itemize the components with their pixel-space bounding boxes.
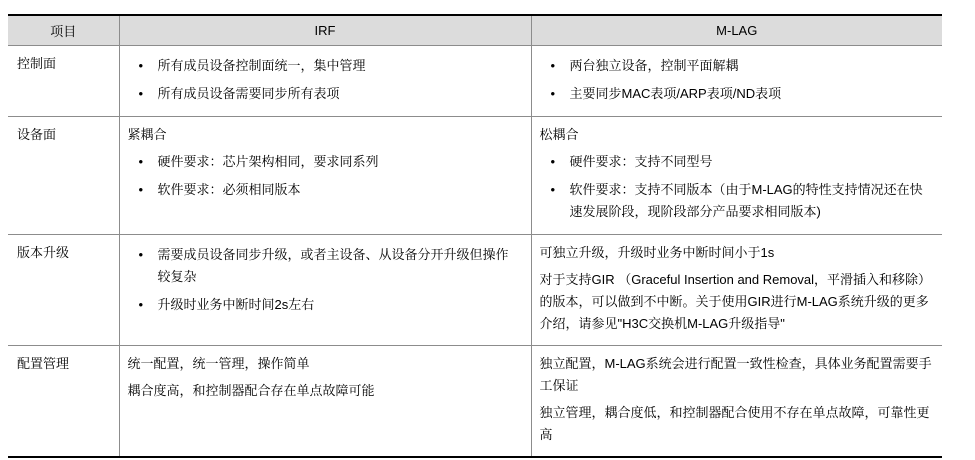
bullet-list — [540, 55, 933, 105]
header-cell-mlag: M-LAG — [531, 15, 942, 45]
bullet-icon: • — [138, 296, 144, 312]
bullet-icon: • — [138, 57, 144, 73]
paragraph: 独立配置，M-LAG系统会进行配置一致性检查，具体业务配置需要手工保证 — [539, 355, 932, 393]
paragraph: 耦合度高，和控制器配合存在单点故障可能 — [127, 382, 375, 398]
bullet-text: 软件要求：必须相同版本 — [157, 181, 301, 197]
bullet-item — [128, 179, 521, 201]
paragraph: 独立管理，耦合度低，和控制器配合使用不存在单点故障，可靠性更高 — [539, 404, 930, 442]
bullet-list — [540, 151, 933, 223]
irf-cell — [119, 45, 531, 116]
paragraph: 统一配置，统一管理，操作简单 — [127, 355, 310, 371]
bullet-item — [540, 55, 933, 77]
table-head — [8, 15, 942, 45]
paragraph: 紧耦合 — [127, 126, 167, 142]
bullet-list — [128, 244, 521, 316]
irf-cell — [119, 345, 531, 457]
bullet-icon: • — [550, 153, 556, 169]
irf-cell — [119, 116, 531, 234]
row-item-cell: 版本升级 — [8, 234, 119, 345]
bullet-text: 升级时业务中断时间2s左右 — [157, 296, 315, 312]
paragraph: 松耦合 — [539, 126, 579, 142]
row-item-cell: 控制面 — [17, 55, 57, 71]
irf-cell — [119, 234, 531, 345]
bullet-icon: • — [550, 85, 556, 101]
mlag-cell — [531, 116, 942, 234]
bullet-icon: • — [138, 246, 144, 262]
bullet-item — [128, 83, 521, 105]
bullet-item — [128, 151, 521, 173]
paragraph: 可独立升级，升级时业务中断时间小于1s — [539, 244, 775, 260]
mlag-cell — [531, 45, 942, 116]
bullet-icon: • — [550, 181, 556, 197]
bullet-item — [128, 55, 521, 77]
bullet-text: 需要成员设备同步升级，或者主设备、从设备分开升级但操作较复杂 — [157, 246, 509, 284]
row-item-cell: 配置管理 — [8, 345, 119, 457]
bullet-text: 所有成员设备需要同步所有表项 — [157, 85, 340, 101]
bullet-item — [540, 151, 933, 173]
bullet-list — [128, 55, 521, 105]
comparison-table-container — [8, 14, 942, 458]
table-row — [8, 234, 942, 345]
table-row — [8, 345, 942, 457]
bullet-icon: • — [138, 153, 144, 169]
table-body — [8, 45, 942, 457]
bullet-icon: • — [138, 85, 144, 101]
bullet-list — [128, 151, 521, 201]
bullet-icon: • — [550, 57, 556, 73]
irf-mlag-comparison-table — [8, 14, 942, 458]
bullet-text: 软件要求：支持不同版本（由于M-LAG的特性支持情况还在快速发展阶段，现阶段部分产品要求相同版本) — [569, 181, 923, 219]
table-header-row — [8, 15, 942, 45]
mlag-cell — [531, 234, 942, 345]
bullet-text: 硬件要求：支持不同型号 — [569, 153, 713, 169]
bullet-text: 主要同步MAC表项/ARP表项/ND表项 — [569, 85, 782, 101]
paragraph: 对于支持GIR （Graceful Insertion and Removal，平滑插入和移除）的版本，可以做到不中断。关于使用GIR进行M-LAG系统升级的更多介绍，请参见"H3C交换机M-LAG升级指导" — [539, 271, 932, 331]
mlag-cell — [531, 345, 942, 457]
bullet-item — [540, 83, 933, 105]
table-row — [8, 45, 942, 116]
bullet-item — [128, 294, 521, 316]
row-item-cell: 设备面 — [8, 116, 119, 234]
bullet-text: 所有成员设备控制面统一，集中管理 — [157, 57, 366, 73]
header-cell-irf: IRF — [119, 15, 531, 45]
bullet-text: 两台独立设备，控制平面解耦 — [569, 57, 739, 73]
bullet-icon: • — [138, 181, 144, 197]
bullet-text: 硬件要求：芯片架构相同，要求同系列 — [157, 153, 379, 169]
table-row — [8, 116, 942, 234]
bullet-item — [128, 244, 521, 288]
bullet-item — [540, 179, 933, 223]
header-cell-item: 项目 — [8, 15, 119, 45]
